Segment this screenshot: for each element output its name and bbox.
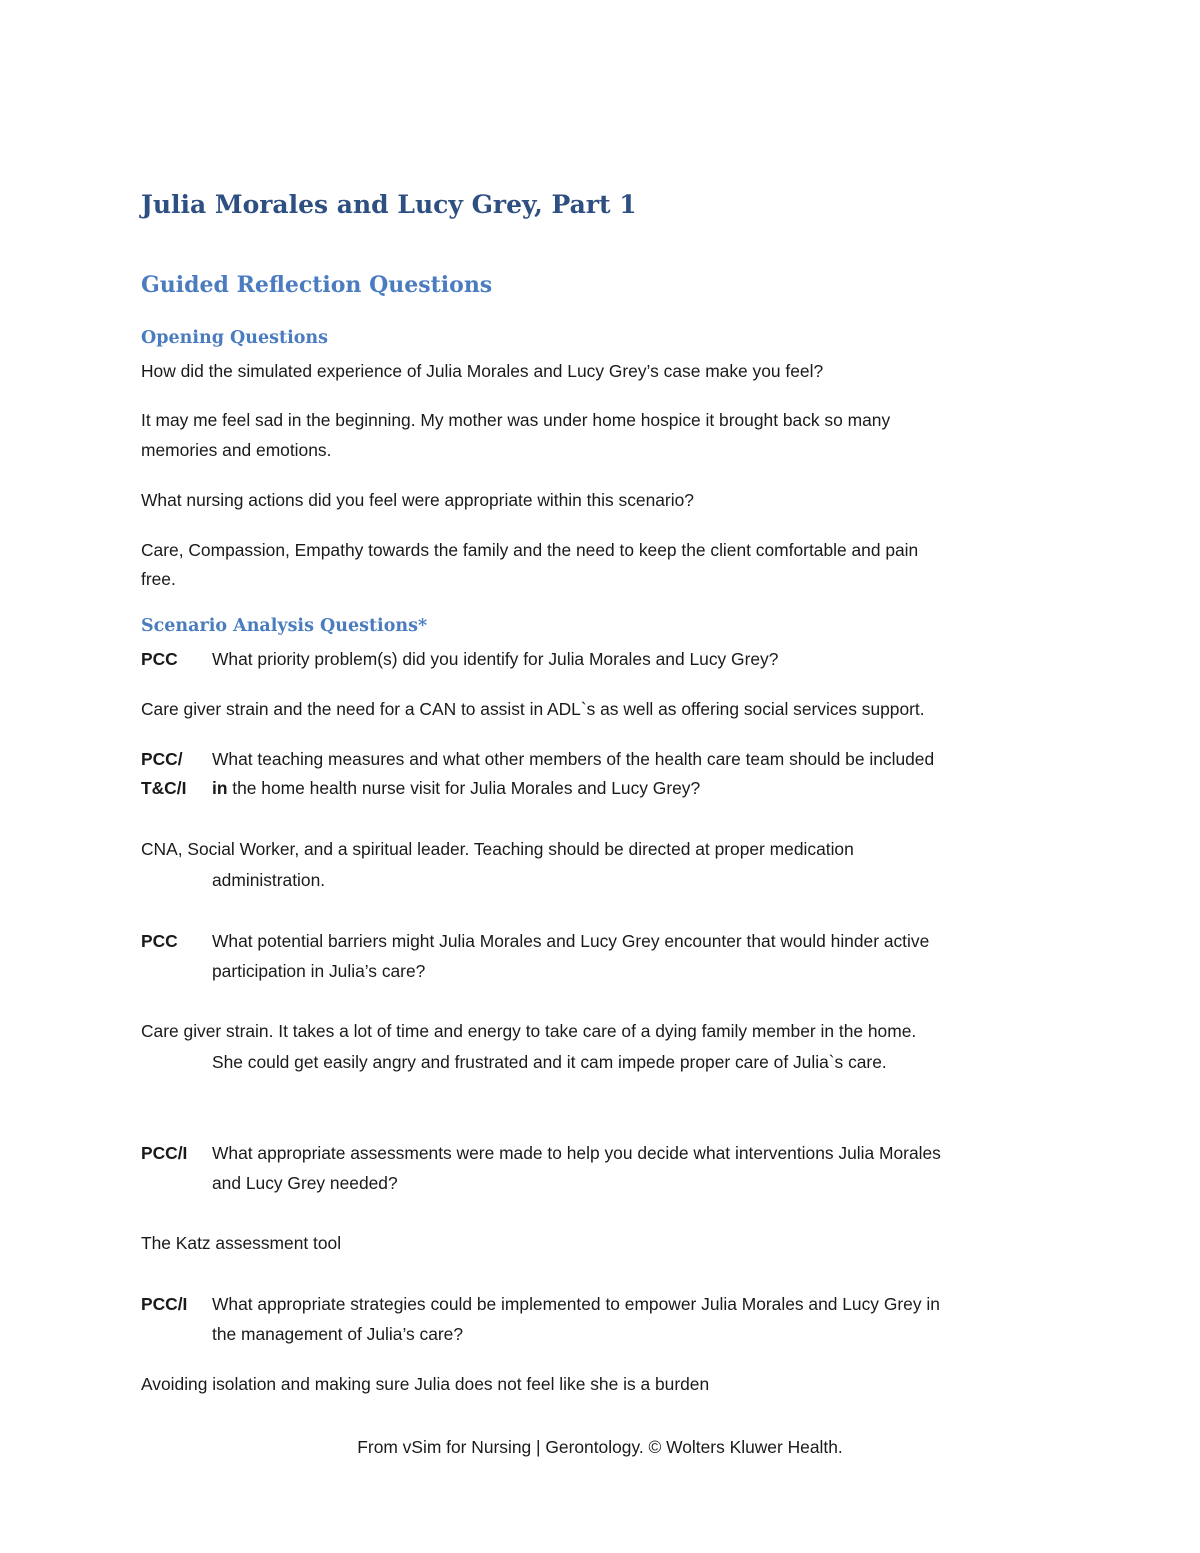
scenario-analysis-heading: Scenario Analysis Questions* xyxy=(141,616,428,636)
opening-answer-1-line-2: memories and emotions. xyxy=(141,440,332,460)
scenario-answer-3-line-1: Care giver strain. It takes a lot of time and energy to take care of a dying family member in the home. xyxy=(141,1021,917,1041)
scenario-question-3-line-1: What potential barriers might Julia Morales and Lucy Grey encounter that would hinder active xyxy=(212,931,930,951)
section-heading: Guided Reflection Questions xyxy=(141,272,493,298)
scenario-question-2-line-1: What teaching measures and what other members of the health care team should be included xyxy=(212,749,935,769)
opening-answer-1-line-1: It may me feel sad in the beginning. My mother was under home hospice it brought back so many xyxy=(141,410,891,430)
scenario-answer-2-line-1: CNA, Social Worker, and a spiritual leader. Teaching should be directed at proper medication xyxy=(141,839,854,859)
scenario-question-5-line-1: What appropriate strategies could be implemented to empower Julia Morales and Lucy Grey in xyxy=(212,1294,940,1314)
question-1-tag: PCC xyxy=(141,649,178,669)
scenario-answer-4: The Katz assessment tool xyxy=(141,1233,342,1253)
question-3-tag: PCC xyxy=(141,931,178,951)
question-2-tag-line-1: PCC/ xyxy=(141,749,183,769)
scenario-question-2-line-2 xyxy=(212,773,700,803)
page-footer: From vSim for Nursing | Gerontology. © Wolters Kluwer Health. xyxy=(357,1437,843,1457)
question-2-line-2-rest: the home health nurse visit for Julia Morales and Lucy Grey? xyxy=(227,778,701,798)
question-5-tag: PCC/I xyxy=(141,1294,188,1314)
scenario-answer-5: Avoiding isolation and making sure Julia does not feel like she is a burden xyxy=(141,1374,710,1394)
opening-answer-2-line-1: Care, Compassion, Empathy towards the family and the need to keep the client comfortable and pain xyxy=(141,540,919,560)
opening-question-2: What nursing actions did you feel were appropriate within this scenario? xyxy=(141,490,694,510)
document-title: Julia Morales and Lucy Grey, Part 1 xyxy=(141,190,637,219)
scenario-question-3-line-2: participation in Julia’s care? xyxy=(212,961,426,981)
scenario-answer-2-line-2: administration. xyxy=(212,870,326,890)
opening-answer-2-line-2: free. xyxy=(141,569,176,589)
scenario-question-4-line-2: and Lucy Grey needed? xyxy=(212,1173,398,1193)
question-2-bold-word: in xyxy=(212,778,228,798)
question-4-tag: PCC/I xyxy=(141,1143,188,1163)
scenario-question-1: What priority problem(s) did you identify for Julia Morales and Lucy Grey? xyxy=(212,649,779,669)
scenario-answer-1: Care giver strain and the need for a CAN to assist in ADL`s as well as offering social services support. xyxy=(141,699,925,719)
scenario-question-5-line-2: the management of Julia’s care? xyxy=(212,1324,464,1344)
scenario-question-4-line-1: What appropriate assessments were made to help you decide what interventions Julia Morales xyxy=(212,1143,941,1163)
opening-questions-heading: Opening Questions xyxy=(141,328,328,348)
scenario-answer-3-line-2: She could get easily angry and frustrated and it cam impede proper care of Julia`s care. xyxy=(212,1052,887,1072)
opening-question-1: How did the simulated experience of Julia Morales and Lucy Grey’s case make you feel? xyxy=(141,361,824,381)
question-2-tag-line-2: T&C/I xyxy=(141,778,187,798)
